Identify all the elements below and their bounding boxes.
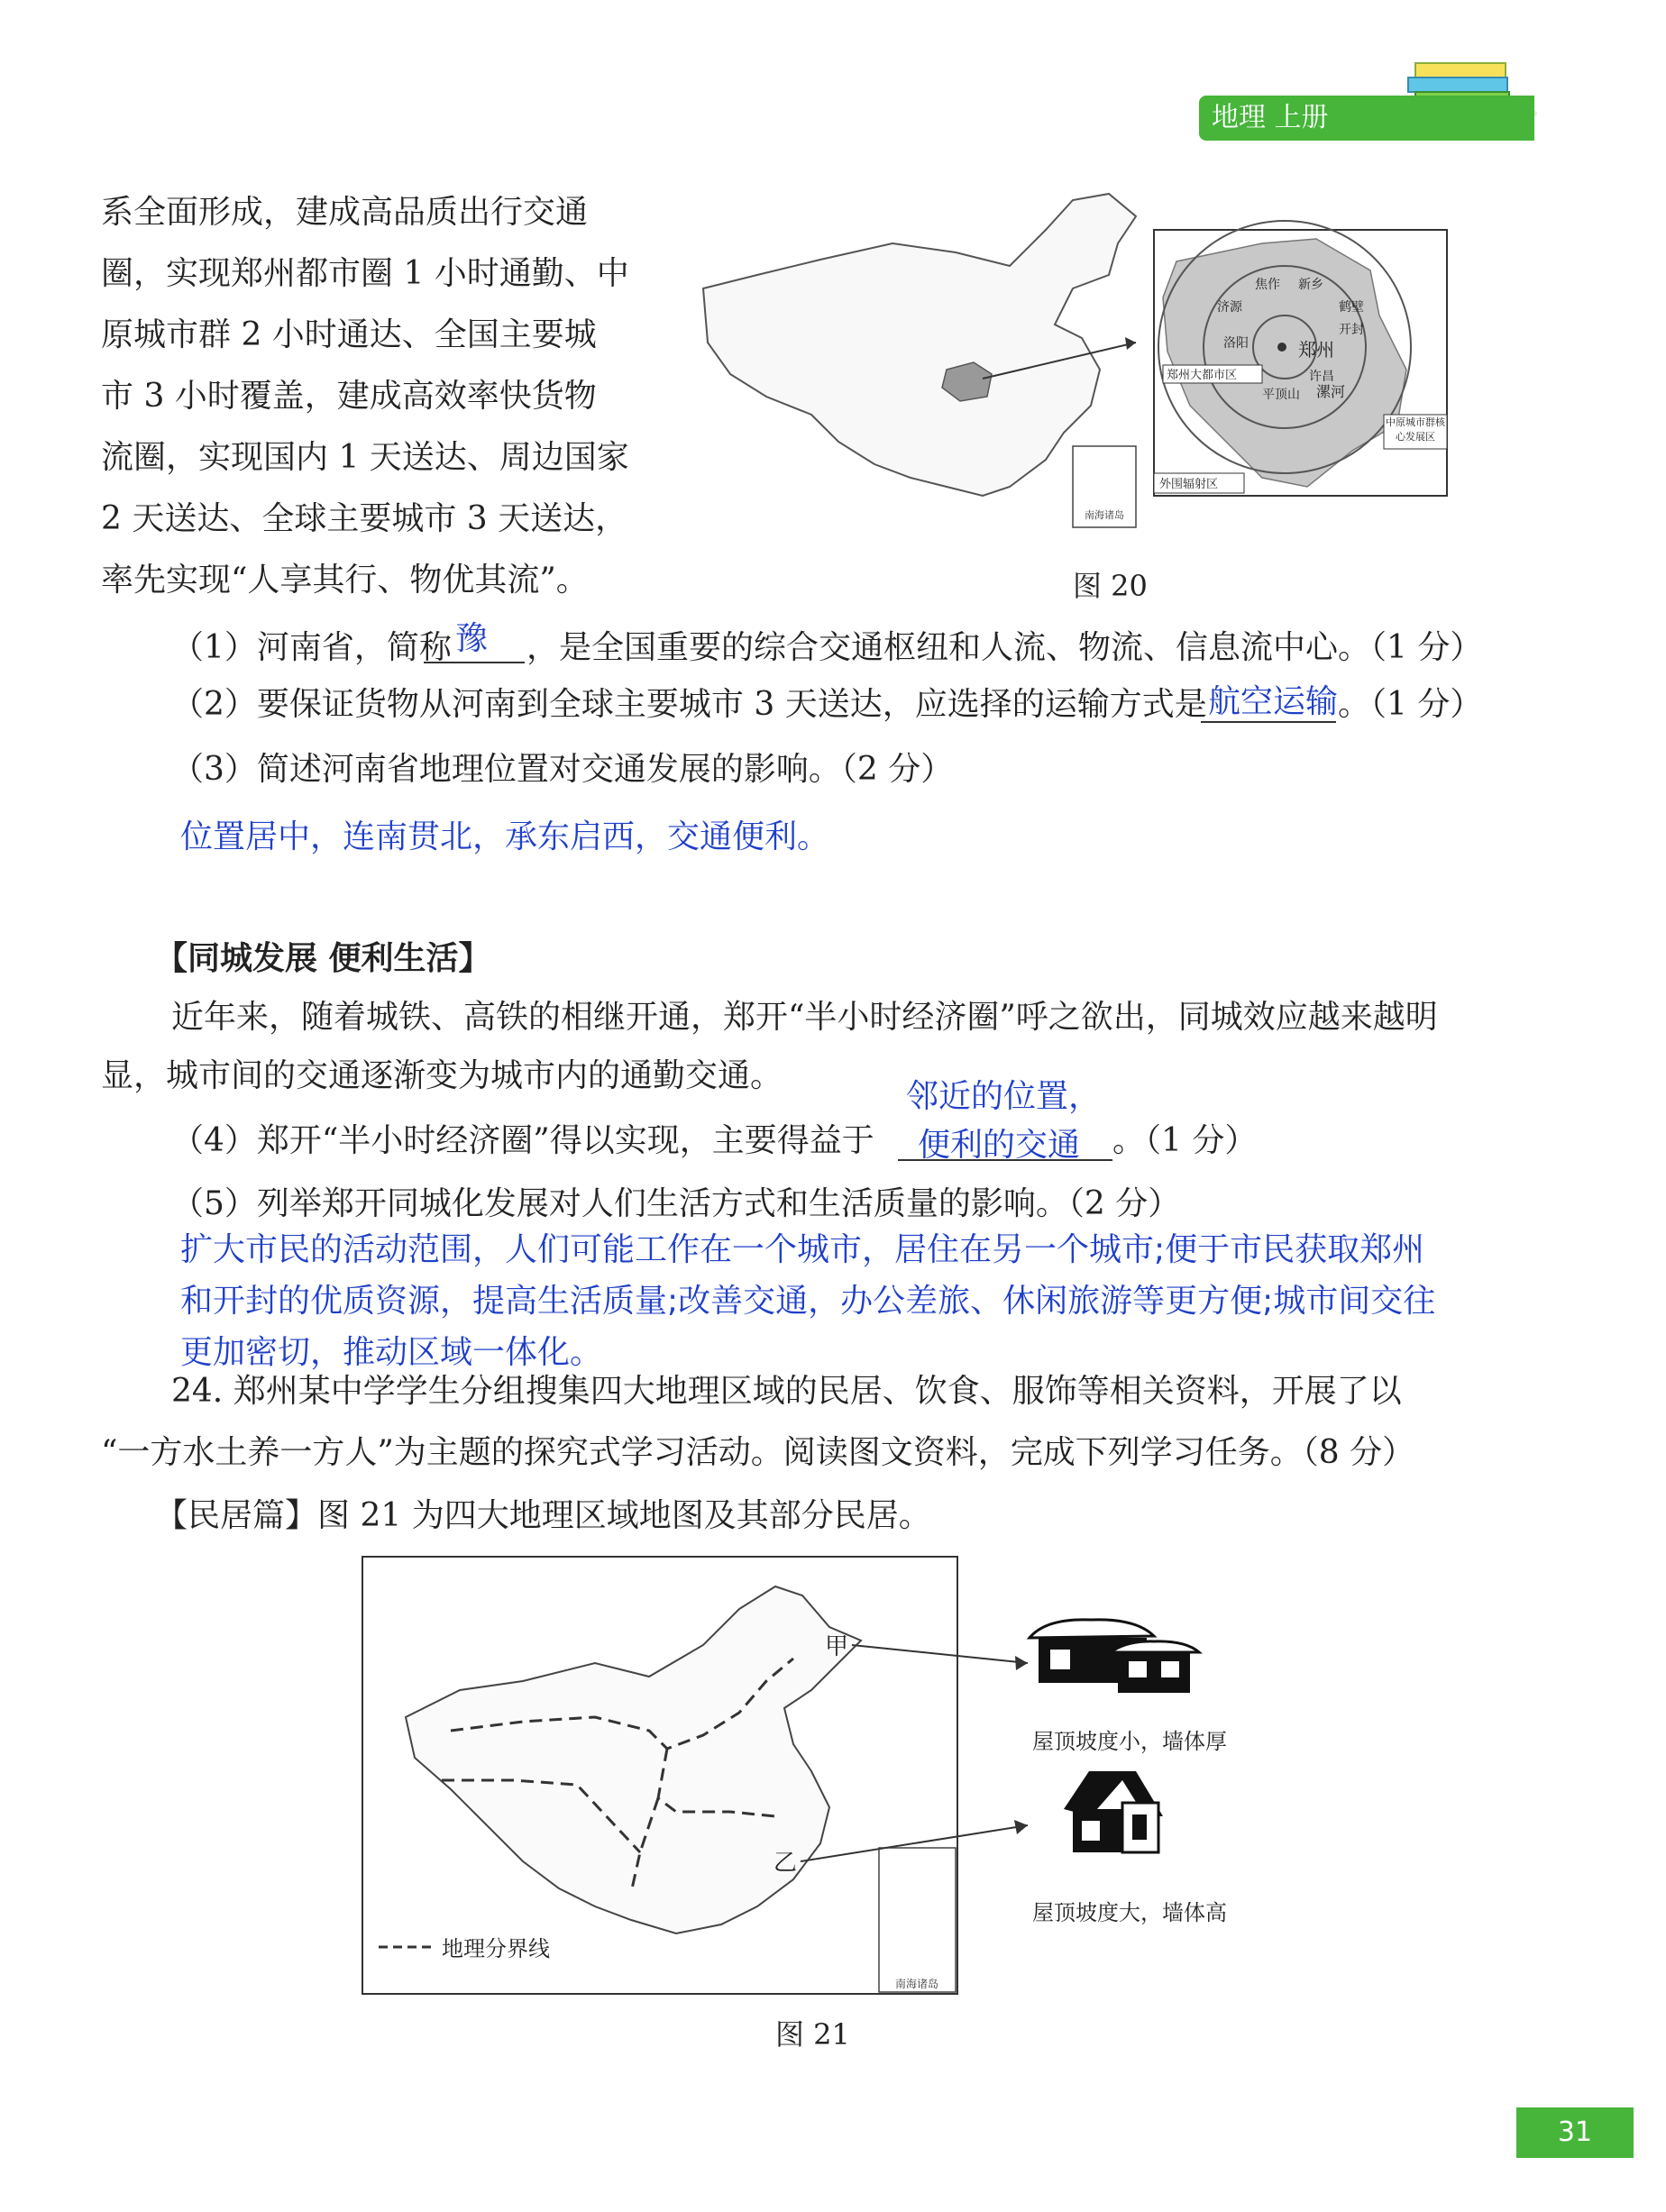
q2-before: （2）要保证货物从河南到全球主要城市 3 天送达，应选择的运输方式是 [171, 686, 1207, 723]
figure-21-caption: 图 21 [775, 2017, 850, 2052]
house1-caption: 屋顶坡度小，墙体厚 [1032, 1729, 1227, 1754]
q3-answer: 位置居中，连南贯北，承东启西，交通便利。 [180, 818, 830, 855]
intro-line: 圈，实现郑州都市圈 1 小时通勤、中 [101, 255, 629, 292]
legend-label: 地理分界线 [442, 1936, 550, 1961]
pingdingshan-label: 平顶山 [1262, 388, 1300, 402]
house2-caption: 屋顶坡度大，墙体高 [1032, 1900, 1227, 1925]
inset-label: 南海诸岛 [1085, 509, 1124, 521]
intro-line: 2 天送达、全球主要城市 3 天送达， [101, 500, 628, 537]
paragraph-line: 近年来，随着城铁、高铁的相继开通，郑开“半小时经济圈”呼之欲出，同城效应越来越明 [171, 999, 1438, 1036]
luohe-label: 漯河 [1316, 383, 1346, 400]
hebi-label: 鹤壁 [1339, 300, 1364, 315]
figure-21-map [361, 1555, 1280, 2006]
label-jia: 甲 [825, 1633, 849, 1660]
q3-text: （3）简述河南省地理位置对交通发展的影响。（2 分） [171, 751, 954, 788]
q24-line: “一方水土养一方人”为主题的探究式学习活动。阅读图文资料，完成下列学习任务。（8 分） [101, 1434, 1415, 1471]
house-steep-icon [1064, 1771, 1163, 1852]
inset-label: 南海诸岛 [894, 1978, 939, 1990]
q1-after: ，是全国重要的综合交通枢纽和人流、物流、信息流中心。（1 分） [526, 629, 1483, 666]
china-outline [703, 194, 1136, 496]
q4-answer-line1: 邻近的位置， [906, 1078, 1102, 1115]
paragraph-line: 显，城市间的交通逐渐变为城市内的通勤交通。 [101, 1057, 783, 1094]
intro-line: 原城市群 2 小时通达、全国主要城 [101, 316, 597, 353]
minju-line: 【民居篇】图 21 为四大地理区域地图及其部分民居。 [155, 1497, 931, 1534]
figure-20-map [685, 189, 1451, 550]
house-flat-icon [1030, 1620, 1199, 1693]
intro-line: 流圈，实现国内 1 天送达、周边国家 [101, 439, 629, 476]
q24-line: 24. 郑州某中学学生分组搜集四大地理区域的民居、饮食、服饰等相关资料，开展了以 [171, 1373, 1402, 1410]
q2-after: 。（1 分） [1338, 686, 1483, 723]
jiaozuo-label: 焦作 [1255, 278, 1280, 292]
outer-label: 外围辐射区 [1159, 478, 1219, 491]
intro-line: 系全面形成，建成高品质出行交通 [101, 194, 589, 231]
intro-paragraph [101, 182, 629, 611]
south-sea-inset [879, 1848, 956, 1992]
q4-before: （4）郑开“半小时经济圈”得以实现，主要得益于 [171, 1122, 874, 1159]
kaifeng-label: 开封 [1339, 323, 1364, 337]
q5-text: （5）列举郑开同城化发展对人们生活方式和生活质量的影响。（2 分） [171, 1185, 1181, 1222]
q1-before: （1）河南省，简称 [171, 629, 452, 666]
arrow-head [1125, 337, 1136, 350]
core-label: 中原城市群核心发展区 [1386, 416, 1445, 443]
subject-tab: 地理 上册 [1199, 96, 1534, 141]
xinxiang-label: 新乡 [1298, 278, 1323, 292]
zhengzhou-label: 郑州 [1298, 339, 1334, 361]
page-number: 31 [1516, 2107, 1634, 2158]
jiyuan-label: 济源 [1217, 300, 1242, 315]
intro-line: 率先实现“人享其行、物优其流”。 [101, 562, 589, 599]
q1-answer: 豫 [455, 620, 489, 657]
metro-label: 郑州大都市区 [1167, 369, 1238, 382]
intro-line: 市 3 小时覆盖，建成高效率快货物 [101, 378, 597, 415]
q4-answer-line2: 便利的交通 [918, 1127, 1081, 1164]
section-title: 【同城发展 便利生活】 [155, 940, 491, 977]
q2-answer: 航空运输 [1208, 683, 1339, 720]
q1-blank [424, 662, 525, 663]
q5-answer-line: 更加密切，推动区域一体化。 [180, 1334, 603, 1371]
figure-20-caption: 图 20 [1073, 569, 1148, 603]
q5-answer-line: 和开封的优质资源，提高生活质量;改善交通，办公差旅、休闲旅游等更方便;城市间交往 [180, 1283, 1436, 1320]
luoyang-label: 洛阳 [1223, 336, 1249, 351]
q5-answer-line: 扩大市民的活动范围，人们可能工作在一个城市，居住在另一个城市;便于市民获取郑州 [180, 1231, 1425, 1268]
label-yi: 乙 [774, 1850, 798, 1877]
xuchang-label: 许昌 [1309, 370, 1334, 384]
q4-after: 。（1 分） [1112, 1122, 1258, 1159]
